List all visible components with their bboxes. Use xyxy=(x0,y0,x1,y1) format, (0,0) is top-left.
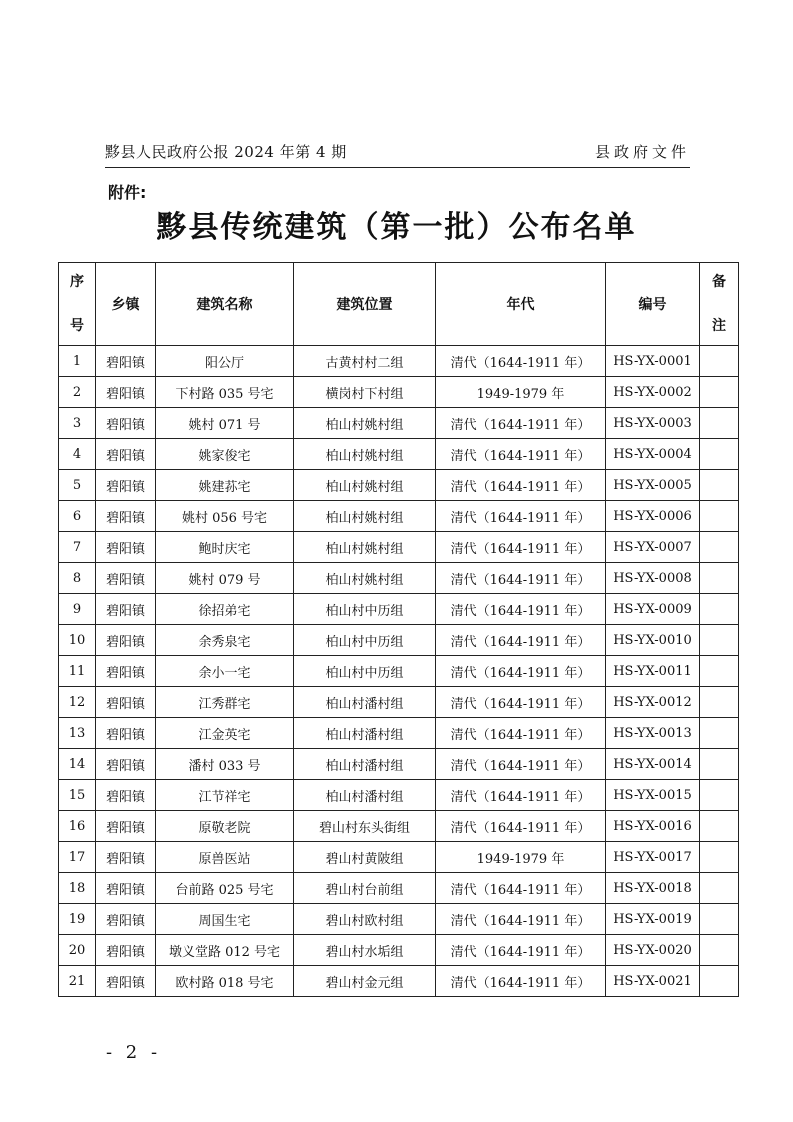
cell-location: 柏山村潘村组 xyxy=(294,687,436,718)
cell-name: 余小一宅 xyxy=(156,656,294,687)
cell-town: 碧阳镇 xyxy=(96,470,156,501)
cell-remark xyxy=(700,501,739,532)
cell-no: 1 xyxy=(59,346,96,377)
cell-town: 碧阳镇 xyxy=(96,377,156,408)
remark-header-bottom: 注 xyxy=(712,318,726,334)
cell-town: 碧阳镇 xyxy=(96,408,156,439)
table-row xyxy=(59,904,739,935)
cell-remark xyxy=(700,408,739,439)
cell-name: 阳公厅 xyxy=(156,346,294,377)
cell-remark xyxy=(700,935,739,966)
cell-town: 碧阳镇 xyxy=(96,780,156,811)
cell-name: 徐招弟宅 xyxy=(156,594,294,625)
cell-no: 19 xyxy=(59,904,96,935)
attachment-label: 附件: xyxy=(108,183,147,202)
table-row xyxy=(59,873,739,904)
cell-code: HS-YX-0008 xyxy=(606,563,700,594)
cell-code: HS-YX-0018 xyxy=(606,873,700,904)
cell-code: HS-YX-0013 xyxy=(606,718,700,749)
cell-remark xyxy=(700,904,739,935)
page-number: - 2 - xyxy=(106,1042,162,1063)
cell-no: 20 xyxy=(59,935,96,966)
cell-town: 碧阳镇 xyxy=(96,873,156,904)
column-header-name: 建筑名称 xyxy=(156,263,294,346)
cell-town: 碧阳镇 xyxy=(96,718,156,749)
cell-name: 下村路 035 号宅 xyxy=(156,377,294,408)
cell-remark xyxy=(700,842,739,873)
cell-town: 碧阳镇 xyxy=(96,594,156,625)
cell-remark xyxy=(700,749,739,780)
cell-no: 14 xyxy=(59,749,96,780)
cell-era: 1949-1979 年 xyxy=(436,377,606,408)
cell-location: 柏山村姚村组 xyxy=(294,439,436,470)
cell-era: 清代（1644-1911 年） xyxy=(436,346,606,377)
cell-location: 柏山村潘村组 xyxy=(294,780,436,811)
cell-location: 柏山村潘村组 xyxy=(294,718,436,749)
cell-era: 清代（1644-1911 年） xyxy=(436,811,606,842)
cell-town: 碧阳镇 xyxy=(96,501,156,532)
cell-era: 清代（1644-1911 年） xyxy=(436,904,606,935)
cell-town: 碧阳镇 xyxy=(96,811,156,842)
cell-code: HS-YX-0002 xyxy=(606,377,700,408)
cell-no: 10 xyxy=(59,625,96,656)
cell-no: 8 xyxy=(59,563,96,594)
cell-code: HS-YX-0004 xyxy=(606,439,700,470)
cell-code: HS-YX-0020 xyxy=(606,935,700,966)
cell-name: 姚村 071 号 xyxy=(156,408,294,439)
cell-code: HS-YX-0007 xyxy=(606,532,700,563)
cell-name: 欧村路 018 号宅 xyxy=(156,966,294,997)
building-list-table xyxy=(58,262,739,997)
table-row xyxy=(59,408,739,439)
header-rule xyxy=(105,167,690,168)
table-row xyxy=(59,718,739,749)
cell-no: 18 xyxy=(59,873,96,904)
table-row xyxy=(59,935,739,966)
cell-code: HS-YX-0015 xyxy=(606,780,700,811)
gazette-header xyxy=(105,141,690,163)
cell-no: 9 xyxy=(59,594,96,625)
cell-era: 清代（1644-1911 年） xyxy=(436,873,606,904)
cell-no: 5 xyxy=(59,470,96,501)
cell-location: 古黄村村二组 xyxy=(294,346,436,377)
cell-remark xyxy=(700,594,739,625)
cell-remark xyxy=(700,563,739,594)
cell-code: HS-YX-0019 xyxy=(606,904,700,935)
cell-no: 6 xyxy=(59,501,96,532)
cell-code: HS-YX-0001 xyxy=(606,346,700,377)
cell-town: 碧阳镇 xyxy=(96,346,156,377)
cell-town: 碧阳镇 xyxy=(96,687,156,718)
cell-location: 碧山村黄陂组 xyxy=(294,842,436,873)
cell-location: 碧山村台前组 xyxy=(294,873,436,904)
cell-remark xyxy=(700,656,739,687)
column-header-seq xyxy=(59,263,96,346)
cell-town: 碧阳镇 xyxy=(96,749,156,780)
cell-era: 清代（1644-1911 年） xyxy=(436,966,606,997)
cell-code: HS-YX-0017 xyxy=(606,842,700,873)
cell-era: 清代（1644-1911 年） xyxy=(436,749,606,780)
table-row xyxy=(59,501,739,532)
cell-town: 碧阳镇 xyxy=(96,935,156,966)
cell-era: 清代（1644-1911 年） xyxy=(436,439,606,470)
cell-town: 碧阳镇 xyxy=(96,625,156,656)
cell-remark xyxy=(700,687,739,718)
table-row xyxy=(59,780,739,811)
cell-town: 碧阳镇 xyxy=(96,439,156,470)
column-header-remark xyxy=(700,263,739,346)
column-header-era: 年代 xyxy=(436,263,606,346)
cell-town: 碧阳镇 xyxy=(96,966,156,997)
cell-remark xyxy=(700,377,739,408)
cell-name: 江秀群宅 xyxy=(156,687,294,718)
cell-name: 姚村 079 号 xyxy=(156,563,294,594)
column-header-code: 编号 xyxy=(606,263,700,346)
table-row xyxy=(59,377,739,408)
seq-header-top: 序 xyxy=(70,274,84,290)
cell-no: 12 xyxy=(59,687,96,718)
table-row xyxy=(59,563,739,594)
cell-no: 21 xyxy=(59,966,96,997)
cell-location: 碧山村金元组 xyxy=(294,966,436,997)
cell-remark xyxy=(700,811,739,842)
cell-location: 柏山村潘村组 xyxy=(294,749,436,780)
table-row xyxy=(59,532,739,563)
cell-era: 清代（1644-1911 年） xyxy=(436,563,606,594)
cell-era: 清代（1644-1911 年） xyxy=(436,718,606,749)
cell-name: 原敬老院 xyxy=(156,811,294,842)
cell-era: 清代（1644-1911 年） xyxy=(436,532,606,563)
table-row xyxy=(59,625,739,656)
table-row xyxy=(59,749,739,780)
cell-remark xyxy=(700,346,739,377)
cell-code: HS-YX-0021 xyxy=(606,966,700,997)
table-row xyxy=(59,687,739,718)
cell-town: 碧阳镇 xyxy=(96,842,156,873)
cell-code: HS-YX-0003 xyxy=(606,408,700,439)
cell-code: HS-YX-0014 xyxy=(606,749,700,780)
cell-location: 横岗村下村组 xyxy=(294,377,436,408)
cell-remark xyxy=(700,780,739,811)
cell-location: 柏山村姚村组 xyxy=(294,563,436,594)
cell-remark xyxy=(700,966,739,997)
cell-era: 清代（1644-1911 年） xyxy=(436,935,606,966)
cell-era: 清代（1644-1911 年） xyxy=(436,780,606,811)
page-title: 黟县传统建筑（第一批）公布名单 xyxy=(156,210,637,245)
cell-no: 4 xyxy=(59,439,96,470)
cell-town: 碧阳镇 xyxy=(96,563,156,594)
cell-code: HS-YX-0012 xyxy=(606,687,700,718)
table-header-row xyxy=(59,263,739,346)
cell-location: 柏山村中历组 xyxy=(294,656,436,687)
table-row xyxy=(59,966,739,997)
cell-name: 江节祥宅 xyxy=(156,780,294,811)
cell-era: 清代（1644-1911 年） xyxy=(436,470,606,501)
cell-era: 清代（1644-1911 年） xyxy=(436,625,606,656)
cell-remark xyxy=(700,718,739,749)
cell-era: 清代（1644-1911 年） xyxy=(436,501,606,532)
cell-remark xyxy=(700,470,739,501)
cell-town: 碧阳镇 xyxy=(96,532,156,563)
cell-location: 碧山村欧村组 xyxy=(294,904,436,935)
cell-location: 柏山村姚村组 xyxy=(294,501,436,532)
cell-code: HS-YX-0016 xyxy=(606,811,700,842)
cell-location: 碧山村东头街组 xyxy=(294,811,436,842)
remark-header-top: 备 xyxy=(712,274,726,290)
cell-name: 原兽医站 xyxy=(156,842,294,873)
cell-era: 清代（1644-1911 年） xyxy=(436,656,606,687)
seq-header-bottom: 号 xyxy=(70,318,84,334)
cell-no: 7 xyxy=(59,532,96,563)
cell-remark xyxy=(700,625,739,656)
cell-location: 柏山村中历组 xyxy=(294,625,436,656)
cell-location: 碧山村水垢组 xyxy=(294,935,436,966)
cell-location: 柏山村姚村组 xyxy=(294,532,436,563)
cell-name: 余秀泉宅 xyxy=(156,625,294,656)
cell-town: 碧阳镇 xyxy=(96,904,156,935)
cell-name: 台前路 025 号宅 xyxy=(156,873,294,904)
cell-town: 碧阳镇 xyxy=(96,656,156,687)
cell-no: 15 xyxy=(59,780,96,811)
cell-no: 13 xyxy=(59,718,96,749)
cell-no: 16 xyxy=(59,811,96,842)
cell-no: 2 xyxy=(59,377,96,408)
column-header-town: 乡镇 xyxy=(96,263,156,346)
cell-location: 柏山村姚村组 xyxy=(294,470,436,501)
column-header-location: 建筑位置 xyxy=(294,263,436,346)
cell-era: 清代（1644-1911 年） xyxy=(436,408,606,439)
cell-remark xyxy=(700,873,739,904)
table-row xyxy=(59,594,739,625)
cell-location: 柏山村中历组 xyxy=(294,594,436,625)
table-row xyxy=(59,811,739,842)
cell-code: HS-YX-0005 xyxy=(606,470,700,501)
cell-no: 17 xyxy=(59,842,96,873)
table-row xyxy=(59,470,739,501)
cell-remark xyxy=(700,439,739,470)
cell-no: 3 xyxy=(59,408,96,439)
table-row xyxy=(59,842,739,873)
cell-era: 1949-1979 年 xyxy=(436,842,606,873)
table-row xyxy=(59,656,739,687)
cell-code: HS-YX-0011 xyxy=(606,656,700,687)
cell-name: 潘村 033 号 xyxy=(156,749,294,780)
cell-code: HS-YX-0010 xyxy=(606,625,700,656)
cell-name: 姚村 056 号宅 xyxy=(156,501,294,532)
cell-name: 周国生宅 xyxy=(156,904,294,935)
cell-name: 姚建荪宅 xyxy=(156,470,294,501)
gazette-issue: 黟县人民政府公报 2024 年第 4 期 xyxy=(105,143,347,161)
cell-era: 清代（1644-1911 年） xyxy=(436,687,606,718)
section-label: 县政府文件 xyxy=(594,143,690,161)
cell-name: 鲍时庆宅 xyxy=(156,532,294,563)
cell-code: HS-YX-0009 xyxy=(606,594,700,625)
cell-name: 江金英宅 xyxy=(156,718,294,749)
cell-era: 清代（1644-1911 年） xyxy=(436,594,606,625)
cell-name: 墩义堂路 012 号宅 xyxy=(156,935,294,966)
table-row xyxy=(59,346,739,377)
cell-remark xyxy=(700,532,739,563)
cell-location: 柏山村姚村组 xyxy=(294,408,436,439)
table-row xyxy=(59,439,739,470)
cell-no: 11 xyxy=(59,656,96,687)
cell-name: 姚家俊宅 xyxy=(156,439,294,470)
cell-code: HS-YX-0006 xyxy=(606,501,700,532)
